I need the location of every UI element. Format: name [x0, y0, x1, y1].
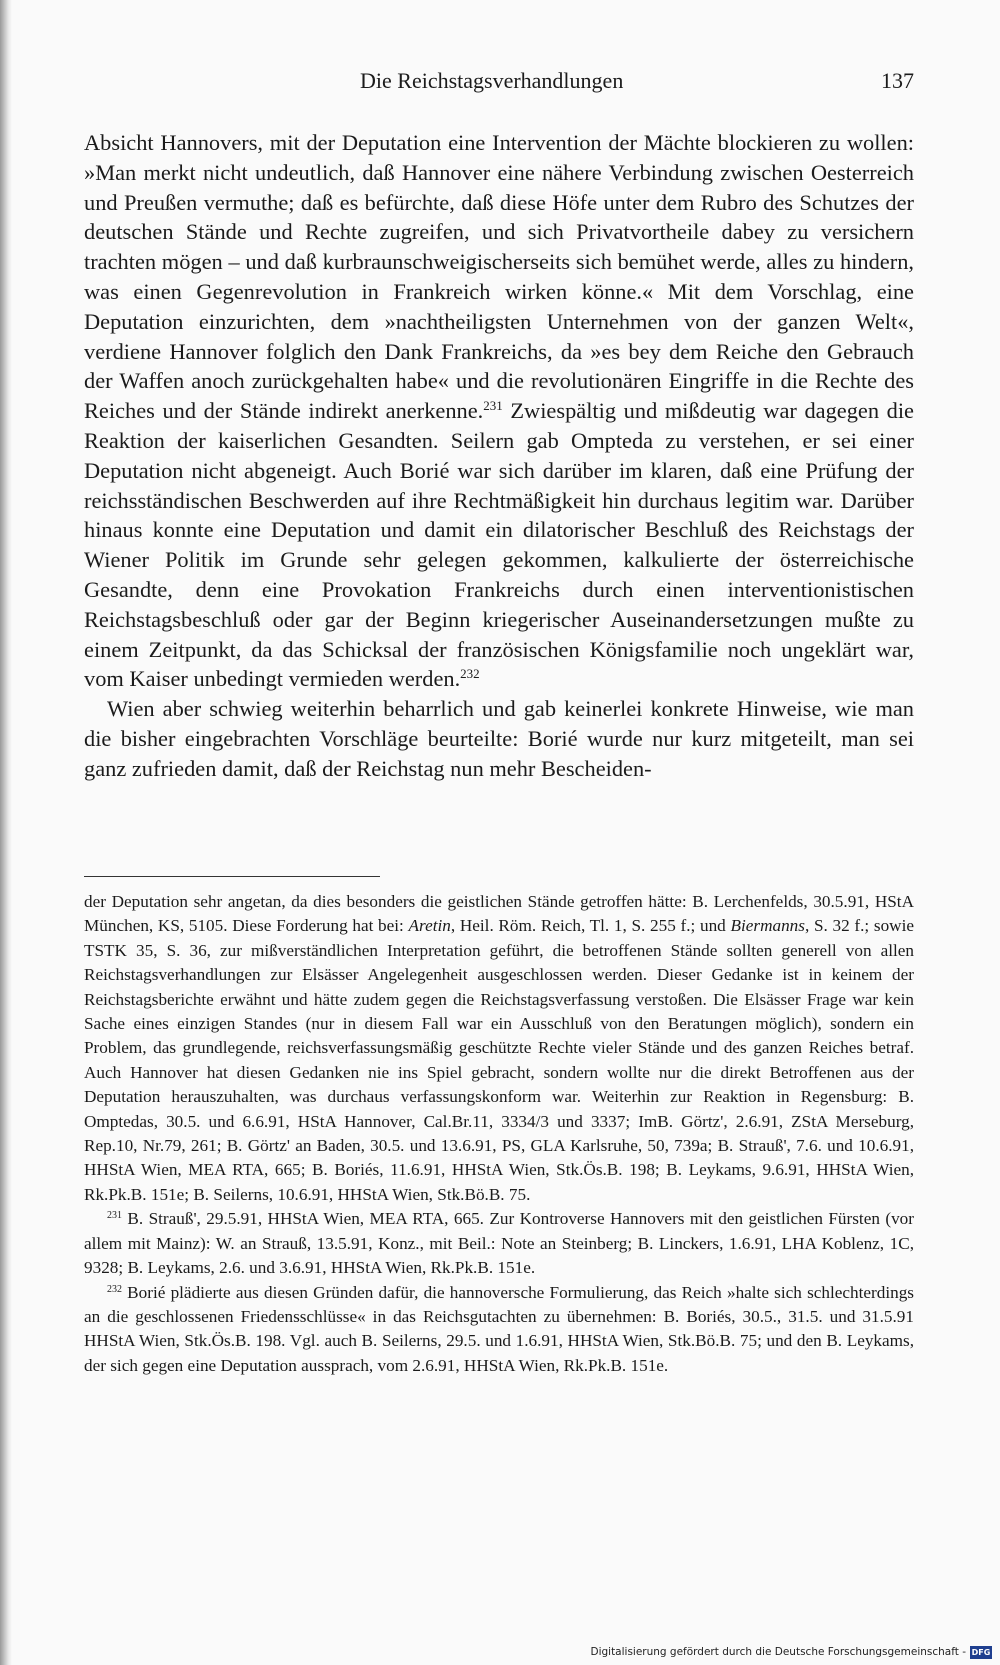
footnote-number-231: 231 — [107, 1210, 122, 1222]
footnote-ref-231: 231 — [483, 398, 503, 414]
digitization-credit — [590, 1643, 992, 1661]
dfg-logo-icon: DFG — [971, 1647, 991, 1657]
footnote-separator-rule — [84, 876, 380, 877]
footnote-citation-aretin: Aretin — [408, 916, 451, 936]
paragraph-2: Wien aber schwieg weiterhin beharrlich und gab keinerlei konkrete Hinweise, wie man die bisher eingebrachten Vorschläge beurteilte: Borié wurde nur kurz mitgeteilt, man sei ganz zufrieden damit, daß der Reichstag nun mehr Bescheiden- — [84, 696, 914, 781]
page-gutter-shadow — [0, 0, 12, 1665]
footnote-ref-232: 232 — [460, 666, 480, 682]
paragraph-1 — [84, 128, 914, 694]
footnote-number-232: 232 — [107, 1283, 122, 1295]
footnote-232 — [84, 1281, 914, 1379]
digitization-credit-text: Digitalisierung gefördert durch die Deutsche Forschungsgemeinschaft - — [590, 1646, 966, 1658]
footnote-continuation-text-c: , S. 32 f.; sowie TSTK 35, S. 36, zur mißverständlichen Interpretation geführt, die betroffenen Stände sollten generell von allen Reichstagsverhandlungen zur Elsässer Angelegenheit ausgeschlossen werden. Dieser Gedanke ist in keinem der Reichstagsberichte erwähnt und hätte zudem gegen die Reichstagsverfassung verstoßen. Die Elsässer Frage war kein Sache eines einzigen Standes (nur in diesem Fall war ein Ausschluß von den Beratungen möglich), sondern ein Problem, das grundlegende, reichsverfassungsmäßig geschützte Rechte vieler Stände und des ganzen Reiches betraf. Auch Hannover hat diesen Gedanken nie ins Spiel gebracht, sondern wollte nur die direkt Betroffenen aus der Deputation herauszuhalten, was durchaus verfassungskonform war. Weiterhin zur Reaktion in Regensburg: B. Omptedas, 30.5. und 6.6.91, HStA Hannover, Cal.Br.11, 3334/3 und 3337; ImB. Görtz', 2.6.91, ZStA Merseburg, Rep.10, Nr.79, 261; B. Görtz' an Baden, 30.5. und 13.6.91, PS, GLA Karlsruhe, 50, 739a; B. Strauß', 7.6. und 10.6.91, HHStA Wien, MEA RTA, 665; B. Boriés, 11.6.91, HHStA Wien, Stk.Ös.B. 198; B. Leykams, 9.6.91, HHStA Wien, Rk.Pk.B. 151e; B. Seilerns, 10.6.91, HHStA Wien, Stk.Bö.B. 75. — [84, 916, 914, 1204]
running-title: Die Reichstagsverhandlungen — [360, 68, 624, 93]
footnote-continuation-text-b: , Heil. Röm. Reich, Tl. 1, S. 255 f.; und — [450, 916, 731, 936]
page-number: 137 — [881, 68, 914, 93]
footnote-continuation — [84, 890, 914, 1207]
footnote-232-text: Borié plädierte aus diesen Gründen dafür, die hannoversche Formulierung, das Reich »halte sich schlechterdings an die geschlossenen Friedensschlüsse« in das Reichsgutachten zu übernehmen: B. Boriés, 30.5., 31.5. und 31.5.91 HHStA Wien, Stk.Ös.B. 198. Vgl. auch B. Seilerns, 29.5. und 1.6.91, HHStA Wien, Stk.Bö.B. 75; und den B. Leykams, der sich gegen eine Deputation aussprach, vom 2.6.91, HHStA Wien, Rk.Pk.B. 151e. — [84, 1282, 914, 1375]
footnote-231 — [84, 1207, 914, 1280]
paragraph-1-part-a: Absicht Hannovers, mit der Deputation eine Intervention der Mächte blockieren zu wollen: »Man merkt nicht undeutlich, daß Hannover eine nähere Verbindung zwischen Oesterreich und Preußen vermuthe; daß es befürchte, daß diese Höfe unter dem Rubro des Schutzes der deutschen Stände und Rechte zugreifen, und sich Privatvortheile dabey zu versichern trachten mögen – und daß kurbraunschweigischerseits sich bemühet werde, alles zu hindern, was einen Gegenrevolution in Frankreich wirken könne.« Mit dem Vorschlag, eine Deputation einzurichten, dem »nachtheiligsten Unternehmen von der ganzen Welt«, verdiene Hannover folglich den Dank Frankreichs, da »es bey dem Reiche den Gebrauch der Waffen anoch zurückgehalten habe« und die revolutionären Eingriffe in die Rechte des Reiches und der Stände indirekt anerkenne. — [84, 130, 914, 424]
page-header — [84, 68, 914, 104]
footnote-citation-biermanns: Biermanns — [730, 916, 805, 936]
footnotes — [84, 890, 914, 1378]
paragraph-1-part-b: Zwiespältig und mißdeutig war dagegen die Reaktion der kaiserlichen Gesandten. Seilern gab Ompteda zu verstehen, er sei einer Deputation nicht abgeneigt. Auch Borié war sich darüber im klaren, daß eine Prüfung der reichsständischen Beschwerden auf ihre Rechtmäßigkeit hin durchaus legitim war. Darüber hinaus konnte eine Deputation und damit ein dilatorischer Beschluß des Reichstags der Wiener Politik im Grunde sehr gelegen gekommen, kalkulierte der österreichische Gesandte, denn eine Provokation Frankreichs durch einen interventionistischen Reichstagsbeschluß oder gar der Beginn kriegerischer Auseinandersetzungen mußte zu einem Zeitpunkt, da das Schicksal der französischen Königsfamilie noch ungeklärt war, vom Kaiser unbedingt vermieden werden. — [84, 398, 914, 692]
footnote-continuation-text-a: der Deputation sehr angetan, da dies besonders die geistlichen Stände getroffen hätte: B. Lerchenfelds, 30.5.91, HStA München, KS, 5105. Diese Forderung hat bei: — [84, 892, 914, 936]
footnote-231-text: B. Strauß', 29.5.91, HHStA Wien, MEA RTA, 665. Zur Kontroverse Hannovers mit den geistlichen Fürsten (vor allem mit Mainz): W. an Strauß, 13.5.91, Konz., mit Beil.: Note an Steinberg; B. Linckers, 1.6.91, LHA Koblenz, 1C, 9328; B. Leykams, 2.6. und 3.6.91, HHStA Wien, Rk.Pk.B. 151e. — [84, 1209, 914, 1278]
main-text — [84, 128, 914, 784]
